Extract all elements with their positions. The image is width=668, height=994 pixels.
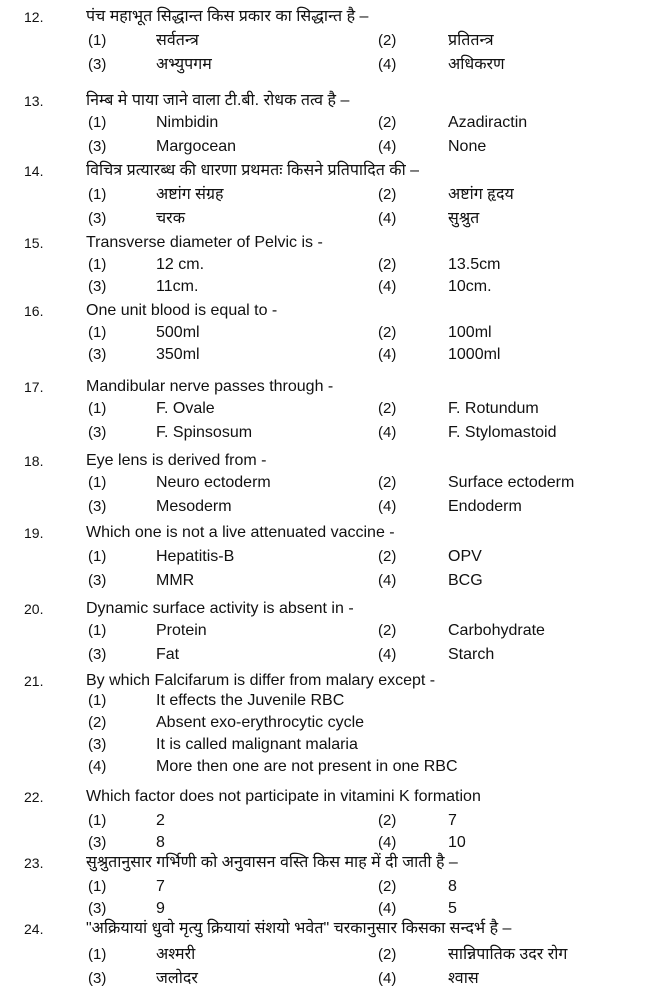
option-number: (3)	[88, 56, 107, 73]
option-number: (4)	[378, 572, 397, 589]
question-text: निम्ब मे पाया जाने वाला टी.बी. रोधक तत्व है –	[86, 92, 350, 109]
option-text: 1000ml	[448, 346, 501, 363]
option-number: (4)	[378, 346, 397, 363]
option-text: अधिकरण	[448, 56, 505, 73]
option-number: (2)	[378, 186, 397, 203]
option-text: 2	[156, 812, 165, 829]
option-text: None	[448, 138, 487, 155]
option-number: (2)	[378, 878, 397, 895]
option-number: (4)	[378, 498, 397, 515]
option-number: (4)	[378, 834, 397, 851]
option-number: (4)	[378, 278, 397, 295]
option-text: F. Stylomastoid	[448, 424, 557, 441]
option-number: (1)	[88, 878, 107, 895]
option-number: (3)	[88, 736, 107, 753]
option-number: (1)	[88, 186, 107, 203]
option-number: (2)	[378, 474, 397, 491]
option-text: OPV	[448, 548, 482, 565]
option-text: Azadiractin	[448, 114, 528, 131]
option-number: (2)	[378, 32, 397, 49]
option-number: (1)	[88, 812, 107, 829]
question-text: By which Falcifarum is differ from malary except -	[86, 672, 436, 689]
option-number: (1)	[88, 400, 107, 417]
option-text: 11cm.	[156, 278, 199, 295]
option-number: (4)	[378, 210, 397, 227]
option-text: Fat	[156, 646, 180, 663]
option-text: 7	[448, 812, 457, 829]
question-number: 24.	[24, 921, 44, 937]
option-text: 8	[448, 878, 457, 895]
option-text: F. Spinsosum	[156, 424, 253, 441]
option-text: 100ml	[448, 324, 492, 341]
option-number: (4)	[378, 900, 397, 917]
question-number: 20.	[24, 601, 44, 617]
option-number: (3)	[88, 424, 107, 441]
option-number: (4)	[378, 424, 397, 441]
option-text: MMR	[156, 572, 195, 589]
question-text: पंच महाभूत सिद्धान्त किस प्रकार का सिद्धान्त है –	[86, 8, 369, 25]
option-text: सुश्रुत	[448, 210, 480, 227]
option-number: (2)	[378, 812, 397, 829]
option-number: (3)	[88, 646, 107, 663]
option-text: Carbohydrate	[448, 622, 545, 639]
option-text: 9	[156, 900, 165, 917]
option-text: सर्वतन्त्र	[156, 32, 199, 49]
option-number: (3)	[88, 138, 107, 155]
question-number: 19.	[24, 525, 44, 541]
option-number: (2)	[378, 400, 397, 417]
option-text: जलोदर	[156, 970, 198, 987]
option-number: (3)	[88, 210, 107, 227]
option-number: (4)	[378, 970, 397, 987]
option-number: (1)	[88, 256, 107, 273]
option-text: 500ml	[156, 324, 200, 341]
option-text: Endoderm	[448, 498, 522, 515]
question-text: Dynamic surface activity is absent in -	[86, 600, 354, 617]
option-text: Neuro ectoderm	[156, 474, 271, 491]
question-number: 18.	[24, 453, 44, 469]
question-text: सुश्रुतानुसार गर्भिणी को अनुवासन वस्ति किस माह में दी जाती है –	[86, 854, 458, 871]
option-number: (2)	[378, 548, 397, 565]
option-text: 10cm.	[448, 278, 492, 295]
question-number: 14.	[24, 163, 44, 179]
option-number: (3)	[88, 346, 107, 363]
option-number: (1)	[88, 114, 107, 131]
option-number: (4)	[378, 56, 397, 73]
option-text: Surface ectoderm	[448, 474, 575, 491]
question-text: Transverse diameter of Pelvic is -	[86, 234, 323, 251]
option-text: Absent exo-erythrocytic cycle	[156, 714, 365, 731]
option-number: (1)	[88, 548, 107, 565]
option-number: (2)	[378, 256, 397, 273]
option-text: अष्टांग हृदय	[448, 186, 514, 203]
option-number: (3)	[88, 900, 107, 917]
option-number: (3)	[88, 970, 107, 987]
option-text: BCG	[448, 572, 483, 589]
option-number: (1)	[88, 692, 107, 709]
option-text: Hepatitis-B	[156, 548, 235, 565]
question-number: 15.	[24, 235, 44, 251]
option-text: More then one are not present in one RBC	[156, 758, 458, 775]
question-text: Which factor does not participate in vitamini K formation	[86, 788, 481, 805]
option-number: (1)	[88, 622, 107, 639]
option-text: Margocean	[156, 138, 237, 155]
question-text: विचित्र प्रत्यारब्ध की धारणा प्रथमतः किसने प्रतिपादित की –	[86, 162, 420, 179]
option-text: चरक	[156, 210, 185, 227]
option-text: 12 cm.	[156, 256, 205, 273]
option-text: 5	[448, 900, 457, 917]
option-text: 8	[156, 834, 165, 851]
option-number: (3)	[88, 278, 107, 295]
question-number: 22.	[24, 789, 44, 805]
option-number: (2)	[378, 114, 397, 131]
option-number: (1)	[88, 32, 107, 49]
option-number: (2)	[378, 622, 397, 639]
option-text: 7	[156, 878, 165, 895]
option-number: (1)	[88, 946, 107, 963]
option-number: (3)	[88, 498, 107, 515]
option-text: F. Rotundum	[448, 400, 539, 417]
question-text: "अक्रियायां धुवो मृत्यु क्रियायां संशयो भवेत" चरकानुसार किसका सन्दर्भ है –	[86, 920, 512, 937]
option-number: (2)	[378, 324, 397, 341]
question-number: 17.	[24, 379, 44, 395]
question-number: 21.	[24, 673, 44, 689]
option-text: प्रतितन्त्र	[448, 32, 494, 49]
option-number: (1)	[88, 474, 107, 491]
option-text: Mesoderm	[156, 498, 232, 515]
option-text: श्वास	[448, 970, 479, 987]
option-text: 13.5cm	[448, 256, 501, 273]
question-number: 16.	[24, 303, 44, 319]
option-text: Starch	[448, 646, 495, 663]
option-text: अश्मरी	[156, 946, 196, 963]
question-text: Mandibular nerve passes through -	[86, 378, 334, 395]
option-number: (3)	[88, 834, 107, 851]
option-text: अष्टांग संग्रह	[156, 186, 224, 203]
option-number: (2)	[88, 714, 107, 731]
question-number: 13.	[24, 93, 44, 109]
question-text: One unit blood is equal to -	[86, 302, 278, 319]
option-text: Nimbidin	[156, 114, 219, 131]
question-number: 23.	[24, 855, 44, 871]
option-text: It effects the Juvenile RBC	[156, 692, 345, 709]
option-text: F. Ovale	[156, 400, 215, 417]
option-text: 350ml	[156, 346, 200, 363]
option-number: (4)	[378, 646, 397, 663]
option-number: (1)	[88, 324, 107, 341]
question-number: 12.	[24, 9, 44, 25]
option-text: सान्निपातिक उदर रोग	[448, 946, 568, 963]
option-text: 10	[448, 834, 466, 851]
option-number: (2)	[378, 946, 397, 963]
option-text: अभ्युपगम	[156, 56, 212, 73]
option-text: It is called malignant malaria	[156, 736, 358, 753]
question-text: Which one is not a live attenuated vaccine -	[86, 524, 395, 541]
option-number: (3)	[88, 572, 107, 589]
option-number: (4)	[378, 138, 397, 155]
question-text: Eye lens is derived from -	[86, 452, 267, 469]
option-text: Protein	[156, 622, 207, 639]
option-number: (4)	[88, 758, 107, 775]
